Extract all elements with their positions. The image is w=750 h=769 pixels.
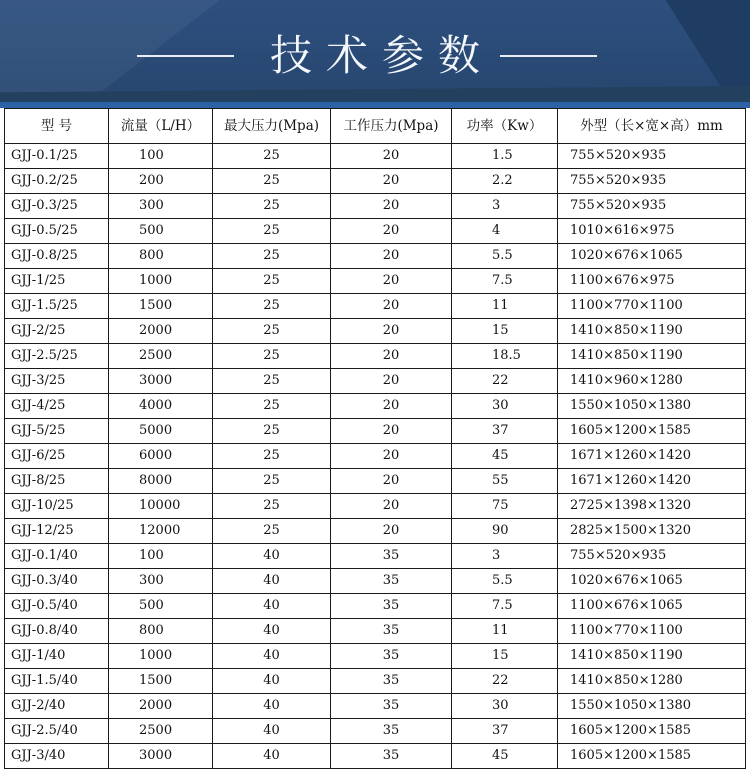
cell-max-pressure: 25 [213, 469, 331, 494]
cell-working-pressure: 20 [331, 444, 452, 469]
cell-dimensions: 1100×676×975 [558, 269, 746, 294]
cell-max-pressure: 40 [213, 644, 331, 669]
cell-max-pressure: 40 [213, 619, 331, 644]
cell-dimensions: 1410×850×1280 [558, 669, 746, 694]
table-row [5, 344, 746, 369]
cell-working-pressure: 20 [331, 369, 452, 394]
cell-model: GJJ-12/25 [5, 519, 109, 544]
cell-dimensions: 1010×616×975 [558, 219, 746, 244]
cell-power: 75 [452, 494, 558, 519]
cell-dimensions: 1100×770×1100 [558, 294, 746, 319]
table-row [5, 319, 746, 344]
cell-power: 1.5 [452, 144, 558, 169]
table-row [5, 519, 746, 544]
cell-dimensions: 1020×676×1065 [558, 244, 746, 269]
cell-working-pressure: 20 [331, 519, 452, 544]
cell-model: GJJ-0.8/40 [5, 619, 109, 644]
cell-working-pressure: 20 [331, 169, 452, 194]
cell-flow: 1000 [109, 269, 213, 294]
cell-flow: 100 [109, 144, 213, 169]
table-row [5, 269, 746, 294]
cell-flow: 3000 [109, 369, 213, 394]
cell-model: GJJ-2/25 [5, 319, 109, 344]
cell-max-pressure: 25 [213, 394, 331, 419]
cell-flow: 300 [109, 194, 213, 219]
cell-max-pressure: 25 [213, 319, 331, 344]
page-title: 技术参数 [269, 31, 494, 80]
cell-working-pressure: 35 [331, 669, 452, 694]
column-header-working-pressure: 工作压力(Mpa) [331, 109, 452, 144]
cell-model: GJJ-1/25 [5, 269, 109, 294]
cell-max-pressure: 25 [213, 344, 331, 369]
cell-power: 5.5 [452, 569, 558, 594]
cell-max-pressure: 25 [213, 269, 331, 294]
cell-flow: 100 [109, 544, 213, 569]
cell-flow: 1500 [109, 294, 213, 319]
cell-model: GJJ-1.5/25 [5, 294, 109, 319]
cell-max-pressure: 25 [213, 519, 331, 544]
cell-dimensions: 1671×1260×1420 [558, 444, 746, 469]
cell-model: GJJ-2/40 [5, 694, 109, 719]
cell-model: GJJ-0.1/25 [5, 144, 109, 169]
cell-model: GJJ-0.5/40 [5, 594, 109, 619]
cell-power: 45 [452, 744, 558, 769]
cell-flow: 1000 [109, 644, 213, 669]
cell-power: 15 [452, 644, 558, 669]
cell-dimensions: 1410×850×1190 [558, 319, 746, 344]
cell-power: 2.2 [452, 169, 558, 194]
table-row [5, 694, 746, 719]
cell-flow: 1500 [109, 669, 213, 694]
cell-model: GJJ-8/25 [5, 469, 109, 494]
column-header-power: 功率（Kw） [452, 109, 558, 144]
cell-working-pressure: 35 [331, 644, 452, 669]
cell-dimensions: 1671×1260×1420 [558, 469, 746, 494]
cell-max-pressure: 40 [213, 744, 331, 769]
cell-flow: 2000 [109, 319, 213, 344]
cell-flow: 800 [109, 244, 213, 269]
title-rule-right [500, 55, 597, 57]
cell-working-pressure: 20 [331, 319, 452, 344]
table-row [5, 294, 746, 319]
cell-power: 7.5 [452, 269, 558, 294]
cell-model: GJJ-10/25 [5, 494, 109, 519]
cell-dimensions: 1550×1050×1380 [558, 394, 746, 419]
cell-working-pressure: 35 [331, 719, 452, 744]
cell-dimensions: 1100×676×1065 [558, 594, 746, 619]
cell-model: GJJ-0.3/40 [5, 569, 109, 594]
table-row [5, 444, 746, 469]
cell-max-pressure: 25 [213, 419, 331, 444]
cell-max-pressure: 25 [213, 494, 331, 519]
cell-flow: 2000 [109, 694, 213, 719]
cell-dimensions: 1410×960×1280 [558, 369, 746, 394]
cell-model: GJJ-4/25 [5, 394, 109, 419]
cell-dimensions: 755×520×935 [558, 194, 746, 219]
cell-working-pressure: 20 [331, 344, 452, 369]
table-row [5, 469, 746, 494]
table-header-row [5, 109, 746, 144]
cell-working-pressure: 20 [331, 394, 452, 419]
cell-working-pressure: 20 [331, 294, 452, 319]
cell-working-pressure: 20 [331, 419, 452, 444]
cell-max-pressure: 40 [213, 694, 331, 719]
table-row [5, 394, 746, 419]
cell-power: 22 [452, 369, 558, 394]
cell-working-pressure: 20 [331, 244, 452, 269]
cell-flow: 12000 [109, 519, 213, 544]
cell-dimensions: 755×520×935 [558, 544, 746, 569]
cell-power: 22 [452, 669, 558, 694]
cell-working-pressure: 20 [331, 194, 452, 219]
cell-working-pressure: 35 [331, 619, 452, 644]
table-row [5, 419, 746, 444]
table-row [5, 144, 746, 169]
cell-dimensions: 1020×676×1065 [558, 569, 746, 594]
cell-dimensions: 1605×1200×1585 [558, 419, 746, 444]
cell-power: 30 [452, 394, 558, 419]
cell-power: 3 [452, 194, 558, 219]
cell-model: GJJ-5/25 [5, 419, 109, 444]
cell-max-pressure: 25 [213, 144, 331, 169]
cell-flow: 5000 [109, 419, 213, 444]
cell-max-pressure: 40 [213, 594, 331, 619]
banner-decoration [0, 86, 750, 102]
table-body [5, 144, 746, 769]
cell-model: GJJ-0.2/25 [5, 169, 109, 194]
cell-model: GJJ-0.8/25 [5, 244, 109, 269]
cell-flow: 4000 [109, 394, 213, 419]
cell-max-pressure: 40 [213, 669, 331, 694]
table-row [5, 669, 746, 694]
title-banner [0, 0, 750, 102]
cell-dimensions: 1410×850×1190 [558, 644, 746, 669]
cell-power: 18.5 [452, 344, 558, 369]
table-row [5, 369, 746, 394]
cell-flow: 8000 [109, 469, 213, 494]
cell-flow: 800 [109, 619, 213, 644]
cell-working-pressure: 20 [331, 494, 452, 519]
cell-dimensions: 1605×1200×1585 [558, 719, 746, 744]
cell-max-pressure: 25 [213, 444, 331, 469]
cell-dimensions: 1550×1050×1380 [558, 694, 746, 719]
cell-working-pressure: 35 [331, 694, 452, 719]
cell-working-pressure: 20 [331, 469, 452, 494]
cell-flow: 500 [109, 594, 213, 619]
table-row [5, 219, 746, 244]
cell-dimensions: 2725×1398×1320 [558, 494, 746, 519]
spec-table [4, 108, 746, 769]
table-row [5, 544, 746, 569]
table-row [5, 619, 746, 644]
cell-flow: 2500 [109, 344, 213, 369]
cell-model: GJJ-0.1/40 [5, 544, 109, 569]
table-row [5, 569, 746, 594]
cell-max-pressure: 25 [213, 194, 331, 219]
table-row [5, 169, 746, 194]
cell-working-pressure: 20 [331, 269, 452, 294]
cell-model: GJJ-0.5/25 [5, 219, 109, 244]
cell-power: 90 [452, 519, 558, 544]
table-row [5, 594, 746, 619]
cell-model: GJJ-3/40 [5, 744, 109, 769]
column-header-dimensions: 外型（长×宽×高）mm [558, 109, 746, 144]
cell-max-pressure: 25 [213, 244, 331, 269]
column-header-model: 型 号 [5, 109, 109, 144]
cell-dimensions: 755×520×935 [558, 169, 746, 194]
table-row [5, 244, 746, 269]
cell-model: GJJ-2.5/40 [5, 719, 109, 744]
cell-flow: 3000 [109, 744, 213, 769]
cell-dimensions: 1100×770×1100 [558, 619, 746, 644]
cell-flow: 6000 [109, 444, 213, 469]
table-row [5, 644, 746, 669]
cell-working-pressure: 35 [331, 569, 452, 594]
cell-max-pressure: 25 [213, 369, 331, 394]
cell-working-pressure: 35 [331, 594, 452, 619]
table-row [5, 744, 746, 769]
cell-max-pressure: 40 [213, 544, 331, 569]
cell-max-pressure: 40 [213, 719, 331, 744]
cell-power: 55 [452, 469, 558, 494]
cell-power: 11 [452, 294, 558, 319]
cell-power: 3 [452, 544, 558, 569]
table-row [5, 719, 746, 744]
spec-table-container [4, 108, 746, 769]
column-header-flow: 流量（L/H） [109, 109, 213, 144]
cell-flow: 300 [109, 569, 213, 594]
cell-max-pressure: 25 [213, 294, 331, 319]
table-row [5, 194, 746, 219]
cell-model: GJJ-1/40 [5, 644, 109, 669]
cell-max-pressure: 25 [213, 219, 331, 244]
cell-power: 45 [452, 444, 558, 469]
cell-working-pressure: 20 [331, 219, 452, 244]
cell-max-pressure: 25 [213, 169, 331, 194]
cell-model: GJJ-1.5/40 [5, 669, 109, 694]
cell-flow: 200 [109, 169, 213, 194]
cell-dimensions: 755×520×935 [558, 144, 746, 169]
cell-max-pressure: 40 [213, 569, 331, 594]
cell-dimensions: 1410×850×1190 [558, 344, 746, 369]
cell-power: 4 [452, 219, 558, 244]
cell-working-pressure: 20 [331, 144, 452, 169]
cell-flow: 10000 [109, 494, 213, 519]
cell-working-pressure: 35 [331, 544, 452, 569]
cell-model: GJJ-3/25 [5, 369, 109, 394]
cell-power: 7.5 [452, 594, 558, 619]
cell-model: GJJ-0.3/25 [5, 194, 109, 219]
cell-working-pressure: 35 [331, 744, 452, 769]
cell-flow: 500 [109, 219, 213, 244]
cell-model: GJJ-2.5/25 [5, 344, 109, 369]
cell-power: 30 [452, 694, 558, 719]
cell-model: GJJ-6/25 [5, 444, 109, 469]
cell-power: 37 [452, 419, 558, 444]
cell-power: 5.5 [452, 244, 558, 269]
column-header-max-pressure: 最大压力(Mpa) [213, 109, 331, 144]
cell-dimensions: 1605×1200×1585 [558, 744, 746, 769]
cell-power: 15 [452, 319, 558, 344]
cell-power: 37 [452, 719, 558, 744]
cell-flow: 2500 [109, 719, 213, 744]
cell-power: 11 [452, 619, 558, 644]
table-row [5, 494, 746, 519]
cell-dimensions: 2825×1500×1320 [558, 519, 746, 544]
